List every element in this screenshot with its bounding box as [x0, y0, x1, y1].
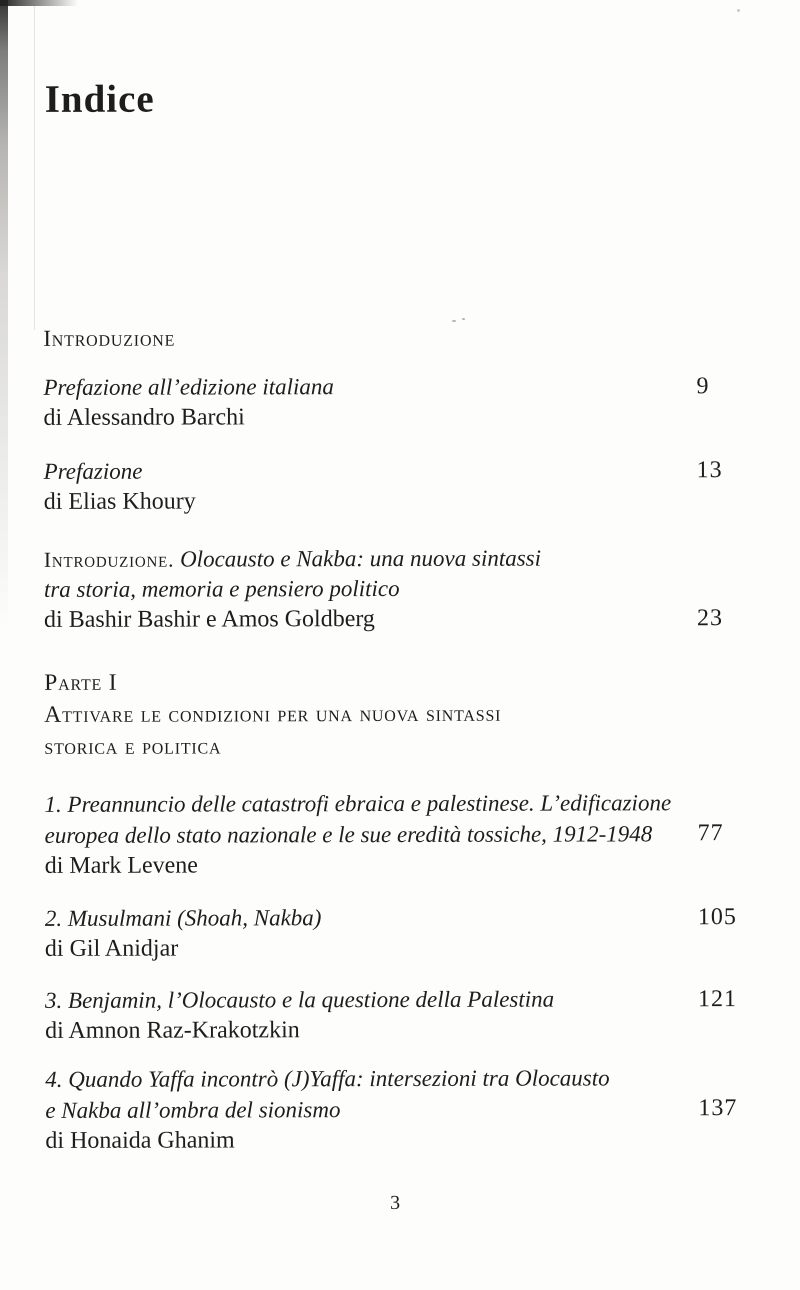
toc-chapter-1 — [44, 787, 744, 882]
toc-entry-author: di Alessandro Barchi — [43, 404, 245, 431]
scan-fold-line — [34, 0, 35, 330]
toc-chapter-page-number: 77 — [697, 820, 724, 847]
toc-entry-title-line2: tra storia, memoria e pensiero politico — [43, 575, 400, 602]
toc-chapter-3 — [45, 984, 745, 1046]
toc-entry-lead: Introduzione. — [43, 547, 175, 572]
toc-entry-prefazione — [44, 455, 744, 517]
toc-chapter-title-line2: europea dello stato nazionale e le sue eredità tossiche, 1912-1948 — [44, 821, 653, 848]
toc-chapter-4 — [45, 1062, 745, 1157]
toc-chapter-2 — [45, 902, 745, 964]
toc-entry-title-row — [44, 543, 744, 575]
toc-chapter-author: di Honaida Ghanim — [45, 1127, 235, 1154]
toc-chapter-title-line1: 2. Musulmani (Shoah, Nakba) — [44, 905, 322, 931]
toc-chapter-page-number: 137 — [698, 1095, 738, 1122]
toc-entry-author: di Elias Khoury — [43, 488, 196, 515]
toc-chapter-title-line1: 3. Benjamin, l’Olocausto e la questione della Palestina — [44, 986, 555, 1013]
toc-entry-page-number: 23 — [696, 605, 724, 632]
toc-chapter-page-number: 105 — [697, 904, 737, 931]
toc-entry-author-row — [44, 603, 744, 635]
toc-entry-title: Prefazione all’edizione italiana — [43, 374, 334, 400]
toc-chapter-title-line1: 1. Preannuncio delle catastrofi ebraica e palestinese. L’edificazione — [44, 790, 672, 817]
toc-chapter-title-row2 — [45, 818, 745, 851]
toc-section-heading-introduzione: Introduzione — [43, 325, 176, 351]
toc-part-title-line2: storica e politica — [44, 733, 222, 760]
folio-page-number: 3 — [390, 1191, 402, 1215]
toc-chapter-author: di Mark Levene — [44, 852, 198, 879]
toc-entry-introduzione-olocausto — [44, 543, 744, 635]
scan-edge-shadow — [0, 0, 8, 720]
toc-entry-title: Prefazione — [43, 458, 143, 484]
toc-entry-title-line1: Olocausto e Nakba: una nuova sintassi — [180, 545, 542, 572]
toc-chapter-title-line2: e Nakba all’ombra del sionismo — [45, 1097, 341, 1123]
page-title: Indice — [44, 77, 155, 121]
toc-chapter-title-row2 — [45, 1093, 745, 1126]
toc-chapter-title-line1: 4. Quando Yaffa incontrò (J)Yaffa: intersezioni tra Olocausto — [45, 1065, 610, 1092]
toc-part-title-line1: Attivare le condizioni per una nuova sintassi — [44, 700, 502, 728]
toc-chapter-title-row — [45, 902, 745, 934]
page-content — [42, 0, 745, 1216]
toc-entry-page-number: 9 — [696, 373, 710, 400]
toc-chapter-title-row — [45, 984, 745, 1016]
toc-entry-title-row — [44, 455, 744, 487]
toc-entry-prefazione-italiana — [43, 371, 743, 433]
toc-entry-page-number: 13 — [696, 457, 723, 484]
toc-chapter-author: di Amnon Raz-Krakotzkin — [45, 1017, 300, 1044]
toc-chapter-page-number: 121 — [697, 986, 738, 1013]
toc-part-label: Parte I — [44, 669, 118, 696]
toc-part-heading — [44, 665, 744, 763]
toc-entry-title-row — [43, 371, 743, 403]
toc-entry-author: di Bashir Bashir e Amos Goldberg — [43, 606, 375, 633]
toc-chapter-author: di Gil Anidjar — [44, 935, 179, 962]
